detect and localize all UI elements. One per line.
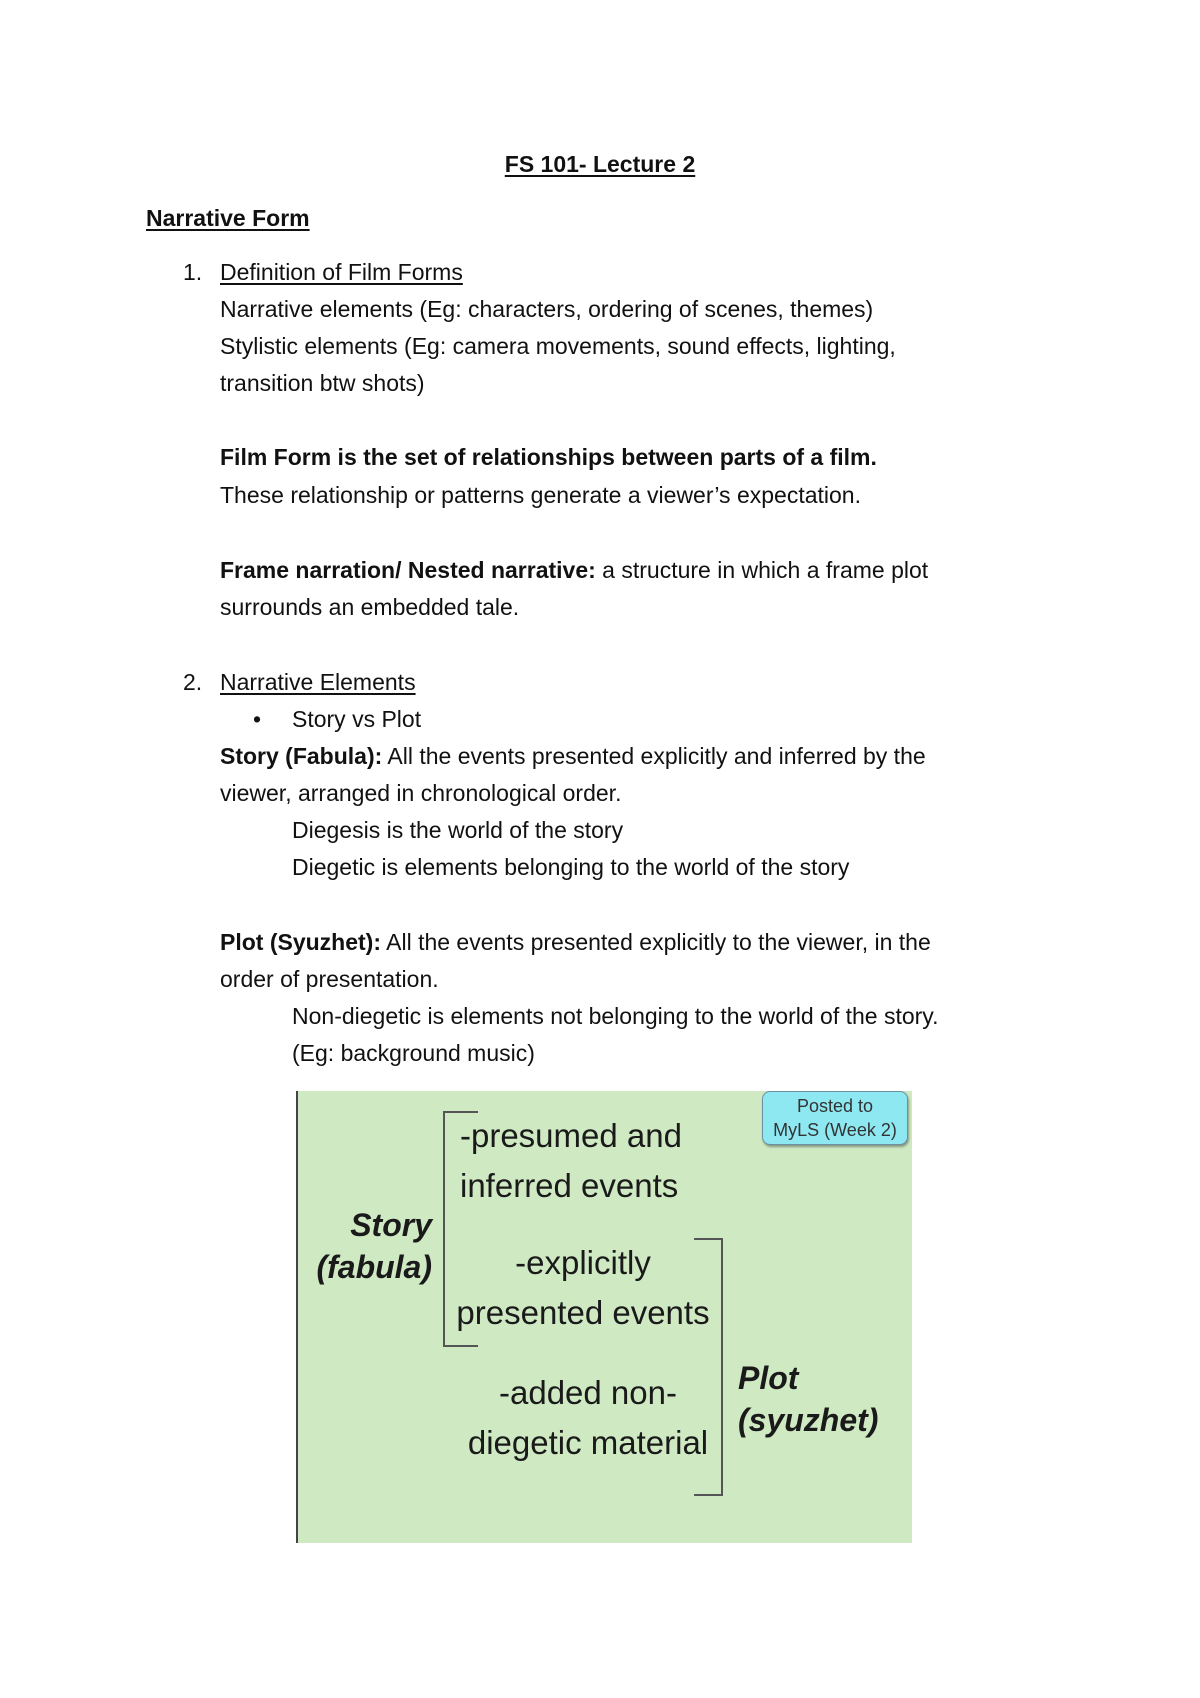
item1-heading: Definition of Film Forms	[220, 259, 463, 285]
plot-label-line1: Plot	[738, 1360, 799, 1396]
explicit-line1: -explicitly	[515, 1244, 651, 1281]
story-def: All the events presented explicitly and inferred by the	[382, 743, 926, 769]
item1-line1: Narrative elements (Eg: characters, ordering of scenes, themes)	[220, 296, 874, 322]
added-line1: -added non-	[499, 1374, 677, 1411]
film-form-statement: Film Form is the set of relationships between parts of a film.	[220, 444, 877, 470]
explicit-line2: presented events	[456, 1294, 710, 1331]
nondiegetic-line1: Non-diegetic is elements not belonging to the world of the story.	[292, 1003, 939, 1029]
nondiegetic-line2: (Eg: background music)	[292, 1040, 535, 1066]
posted-badge	[762, 1091, 908, 1145]
presumed-line2: inferred events	[460, 1167, 679, 1204]
bullet-icon: •	[253, 706, 262, 732]
plot-label-line2: (syuzhet)	[738, 1402, 879, 1438]
story-label-line2: (fabula)	[316, 1249, 432, 1285]
story-def2: viewer, arranged in chronological order.	[220, 780, 622, 806]
item1-line2: Stylistic elements (Eg: camera movements, sound effects, lighting,	[220, 333, 896, 359]
plot-term: Plot (Syuzhet):	[220, 929, 381, 955]
story-term: Story (Fabula):	[220, 743, 383, 769]
bullet-text: Story vs Plot	[292, 706, 422, 732]
item1-line4: These relationship or patterns generate a viewer’s expectation.	[220, 482, 861, 508]
frame-narration-def2: surrounds an embedded tale.	[220, 594, 520, 620]
plot-def2: order of presentation.	[220, 966, 439, 992]
frame-narration-line	[220, 555, 928, 585]
plot-line	[220, 927, 931, 957]
posted-line2: MyLS (Week 2)	[773, 1120, 897, 1140]
presumed-line1: -presumed and	[460, 1117, 682, 1154]
list-number-1: 1.	[183, 259, 203, 285]
item1-line3: transition btw shots)	[220, 370, 425, 396]
frame-narration-term: Frame narration/ Nested narrative:	[220, 557, 596, 583]
item2-heading: Narrative Elements	[220, 669, 416, 695]
list-number-2: 2.	[183, 669, 203, 695]
diegetic-line: Diegetic is elements belonging to the world of the story	[292, 854, 850, 880]
diegesis-line: Diegesis is the world of the story	[292, 817, 624, 843]
frame-narration-def: a structure in which a frame plot	[595, 557, 929, 583]
posted-line1: Posted to	[796, 1096, 874, 1116]
story-line	[220, 741, 926, 771]
plot-def: All the events presented explicitly to the viewer, in the	[381, 929, 931, 955]
story-plot-diagram	[296, 1091, 912, 1543]
page-title: FS 101- Lecture 2	[504, 151, 696, 177]
added-line2: diegetic material	[467, 1424, 709, 1461]
section-heading: Narrative Form	[146, 205, 310, 231]
story-label-line1: Story	[350, 1207, 432, 1243]
